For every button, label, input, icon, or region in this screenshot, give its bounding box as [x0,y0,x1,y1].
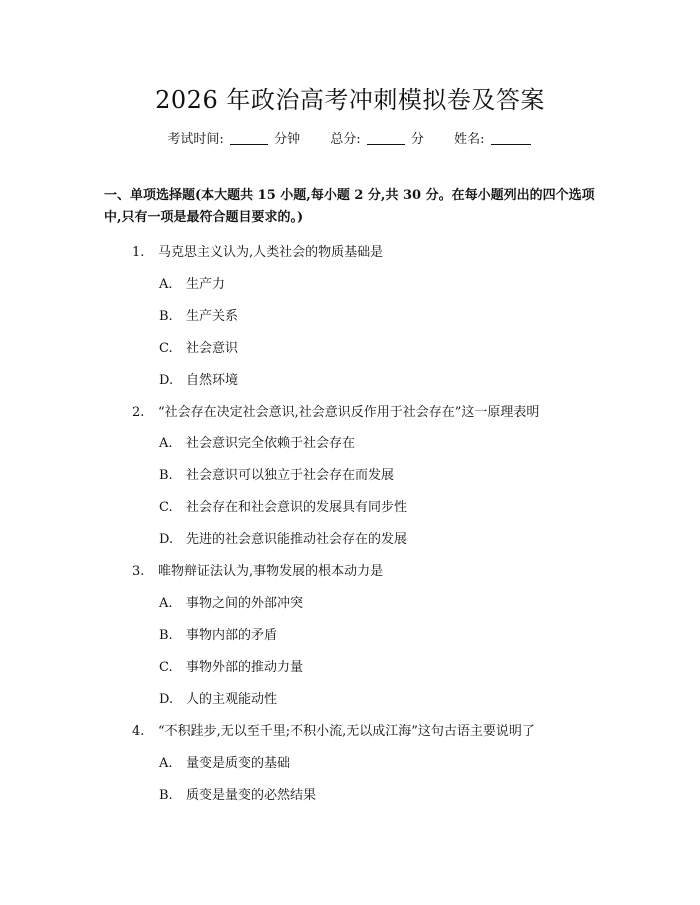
option-text: 社会意识完全依赖于社会存在 [186,436,356,451]
question-3-option-b [159,626,277,646]
option-letter: C. [159,500,173,515]
option-text: 事物之间的外部冲突 [186,596,304,611]
option-letter: B. [159,309,173,324]
option-text: 量变是质变的基础 [186,756,291,771]
question-1-option-d [159,371,238,391]
question-3-option-c [159,658,303,678]
option-letter: A. [159,756,173,771]
exam-time-label: 考试时间: [167,132,224,147]
question-1 [132,243,383,263]
exam-time-field [167,130,300,150]
question-2-option-a [159,434,355,454]
question-2-option-c [159,498,407,518]
exam-time-blank [230,130,268,145]
option-letter: A. [159,277,173,292]
option-text: 人的主观能动性 [186,692,278,707]
question-3-option-d [159,690,277,710]
section-heading: 一、单项选择题(本大题共 15 小题,每小题 2 分,共 30 分。在每小题列出的四个选项中,只有一项是最符合题目要求的。) [104,188,595,225]
option-text: 社会意识 [186,341,239,356]
question-2-option-b [159,466,394,486]
option-text: 质变是量变的必然结果 [186,788,317,803]
option-letter: B. [159,468,173,483]
question-text: “不积跬步,无以至千里;不积小流,无以成江海”这句古语主要说明了 [158,724,535,739]
question-text: 马克思主义认为,人类社会的物质基础是 [158,245,384,260]
page-title: 2026 年政治高考冲刺模拟卷及答案 [155,86,545,114]
option-letter: D. [159,532,174,547]
total-score-label: 总分: [330,132,361,147]
option-text: 社会意识可以独立于社会存在而发展 [186,468,395,483]
question-1-option-a [159,275,225,295]
option-text: 先进的社会意识能推动社会存在的发展 [186,532,408,547]
name-blank [491,130,531,145]
question-number: 3. [132,564,145,579]
name-field [454,130,533,150]
question-1-option-c [159,339,238,359]
option-letter: B. [159,788,173,803]
question-4 [132,722,535,742]
question-2-option-d [159,530,407,550]
option-letter: D. [159,373,174,388]
option-text: 生产关系 [186,309,239,324]
option-text: 事物内部的矛盾 [186,628,278,643]
question-text: 唯物辩证法认为,事物发展的根本动力是 [158,564,384,579]
option-letter: B. [159,628,173,643]
option-letter: A. [159,436,173,451]
option-letter: C. [159,341,173,356]
question-1-option-b [159,307,238,327]
question-number: 2. [132,405,145,420]
exam-time-unit: 分钟 [274,132,301,147]
option-letter: A. [159,596,173,611]
option-text: 事物外部的推动力量 [186,660,304,675]
question-3-option-a [159,594,303,614]
question-3 [132,562,383,582]
question-number: 4. [132,724,145,739]
option-text: 自然环境 [186,373,239,388]
exam-info-line [0,130,700,150]
question-2 [132,403,539,423]
question-text: “社会存在决定社会意识,社会意识反作用于社会存在”这一原理表明 [158,405,540,420]
option-text: 社会存在和社会意识的发展具有同步性 [186,500,408,515]
total-score-unit: 分 [410,132,424,147]
option-text: 生产力 [186,277,226,292]
total-score-blank [367,130,405,145]
name-label: 姓名: [454,132,485,147]
option-letter: D. [159,692,174,707]
option-letter: C. [159,660,173,675]
question-number: 1. [132,245,145,260]
question-4-option-b [159,786,316,806]
total-score-field [330,130,424,150]
question-4-option-a [159,754,290,774]
